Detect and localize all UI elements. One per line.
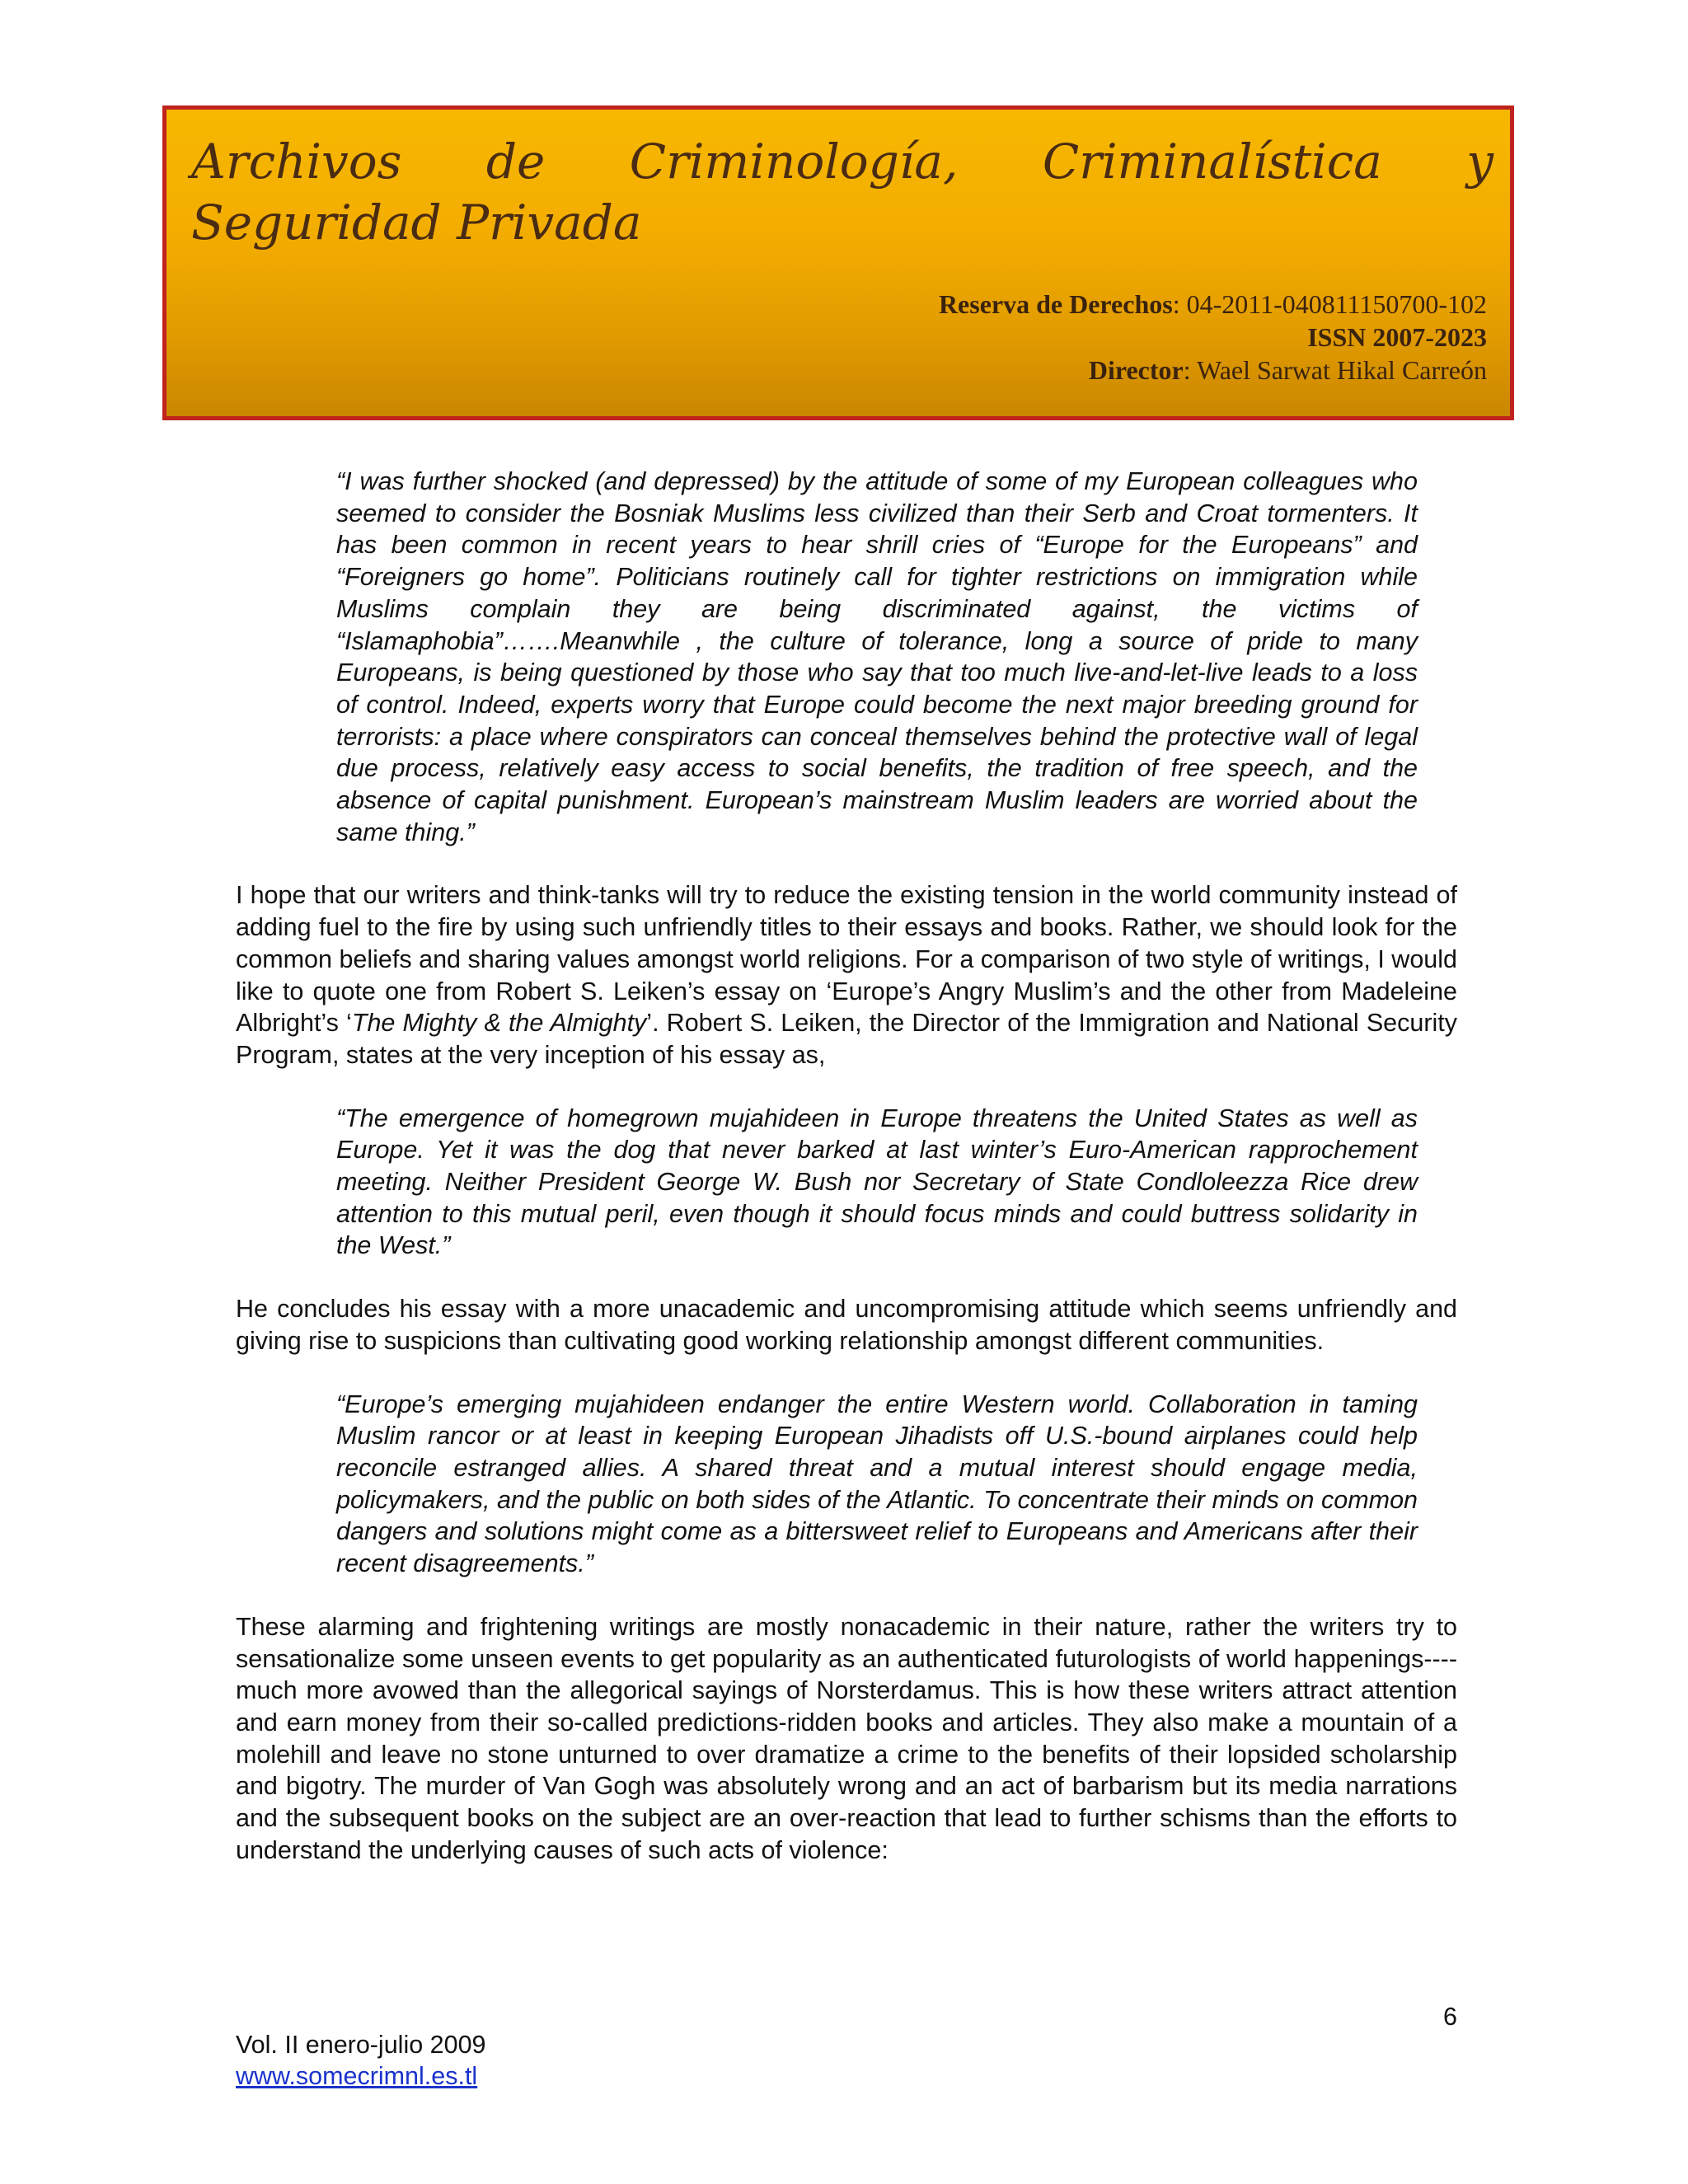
title-word: Archivos	[191, 134, 402, 190]
issn-value: ISSN 2007-2023	[1307, 322, 1487, 352]
director-value: : Wael Sarwat Hikal Carreón	[1183, 355, 1487, 385]
block-quote-1: “I was further shocked (and depressed) by the attitude of some of my European colleagues who seemed to consider the Bosniak Muslims less civilized than their Serb and Croat tormenters. It has been common in recent years to hear shrill cries of “Europe for the Europeans” and “Foreigners go home”. Politicians routinely call for tighter restrictions on immigration while Muslims complain they are being discriminated against, the victims of “Islamaphobia”…….Meanwhile , the culture of tolerance, long a source of pride to many Europeans, is being questioned by those who say that too much live-and-let-live leads to a loss of control. Indeed, experts worry that Europe could become the next major breeding ground for terrorists: a place where conspirators can conceal themselves behind the protective wall of legal due process, relatively easy access to social benefits, the tradition of free speech, and the absence of capital punishment. European’s mainstream Muslim leaders are worried about the same thing.”	[336, 467, 1418, 846]
block-quote-3: “Europe’s emerging mujahideen endanger the entire Western world. Collaboration in taming Muslim rancor or at least in keeping European Jihadists off U.S.-bound airplanes could help reconcile estranged allies. A shared threat and a mutual interest should engage media, policymakers, and the public on both sides of the Atlantic. To concentrate their minds on common dangers and solutions might come as a bittersweet relief to Europeans and Americans after their recent disagreements.”	[336, 1390, 1418, 1578]
page-number: 6	[1443, 2003, 1457, 2031]
journal-title-line2: Seguridad Privada	[191, 194, 642, 251]
journal-metadata	[939, 288, 1487, 387]
paragraph-text: ’. Robert S. Leiken, the Director of the Immigration and National Security Program, states at the very inception of his essay as,	[236, 1009, 1457, 1069]
journal-title	[191, 131, 1493, 253]
reserva-label: Reserva de Derechos	[938, 289, 1173, 319]
director-label: Director	[1088, 355, 1184, 385]
journal-header-banner	[162, 105, 1514, 420]
body-paragraph-1	[236, 879, 1457, 1071]
paragraph-text: I hope that our writers and think-tanks will try to reduce the existing tension in the world community instead of adding fuel to the fire by using such unfriendly titles to their essays and books. Rather, we should look for the common beliefs and sharing values amongst world religions. For a comparison of two style of writings, I would like to quote one from Robert S. Leiken’s essay on ‘Europe’s Angry Muslim’s and the other from Madeleine Albright’s ‘	[236, 881, 1457, 1038]
title-word: de	[485, 134, 546, 190]
page-footer	[236, 2029, 486, 2092]
title-word: y	[1466, 134, 1493, 190]
block-quote-2: “The emergence of homegrown mujahideen in Europe threatens the United States as well as Europe. Yet it was the dog that never barked at last winter’s Euro-American rapprochement meeting. Neither President George W. Bush nor Secretary of State Condloleezza Rice drew attention to this mutual peril, even though it should focus minds and could buttress solidarity in the West.”	[336, 1104, 1418, 1260]
reserva-line	[939, 288, 1487, 321]
article-body	[236, 466, 1457, 1897]
title-word: Criminalística	[1042, 134, 1382, 190]
book-title: The Mighty & the Almighty	[351, 1009, 647, 1038]
body-paragraph-2: He concludes his essay with a more unacademic and uncompromising attitude which seems unfriendly and giving rise to suspicions than cultivating good working relationship amongst different communities.	[236, 1295, 1457, 1355]
reserva-value: : 04-2011-040811150700-102	[1172, 289, 1487, 319]
issn-line	[939, 321, 1487, 354]
body-paragraph-3: These alarming and frightening writings are mostly nonacademic in their nature, rather the writers try to sensationalize some unseen events to get popularity as an authenticated futurologists of world happenings---- much more avowed than the allegorical sayings of Norsterdamus. This is how these writers attract attention and earn money from their so-called predictions-ridden books and articles. They also make a mountain of a molehill and leave no stone unturned to over dramatize a crime to the benefits of their lopsided scholarship and bigotry. The murder of Van Gogh was absolutely wrong and an act of barbarism but its media narrations and the subsequent books on the subject are an over-reaction that lead to further schisms than the efforts to understand the underlying causes of such acts of violence:	[236, 1612, 1457, 1864]
website-link[interactable]: www.somecrimnl.es.tl	[236, 2062, 478, 2090]
journal-title-line1	[191, 131, 1493, 192]
volume-info: Vol. II enero-julio 2009	[236, 2031, 486, 2059]
director-line	[939, 354, 1487, 387]
title-word: Criminología,	[629, 134, 959, 190]
